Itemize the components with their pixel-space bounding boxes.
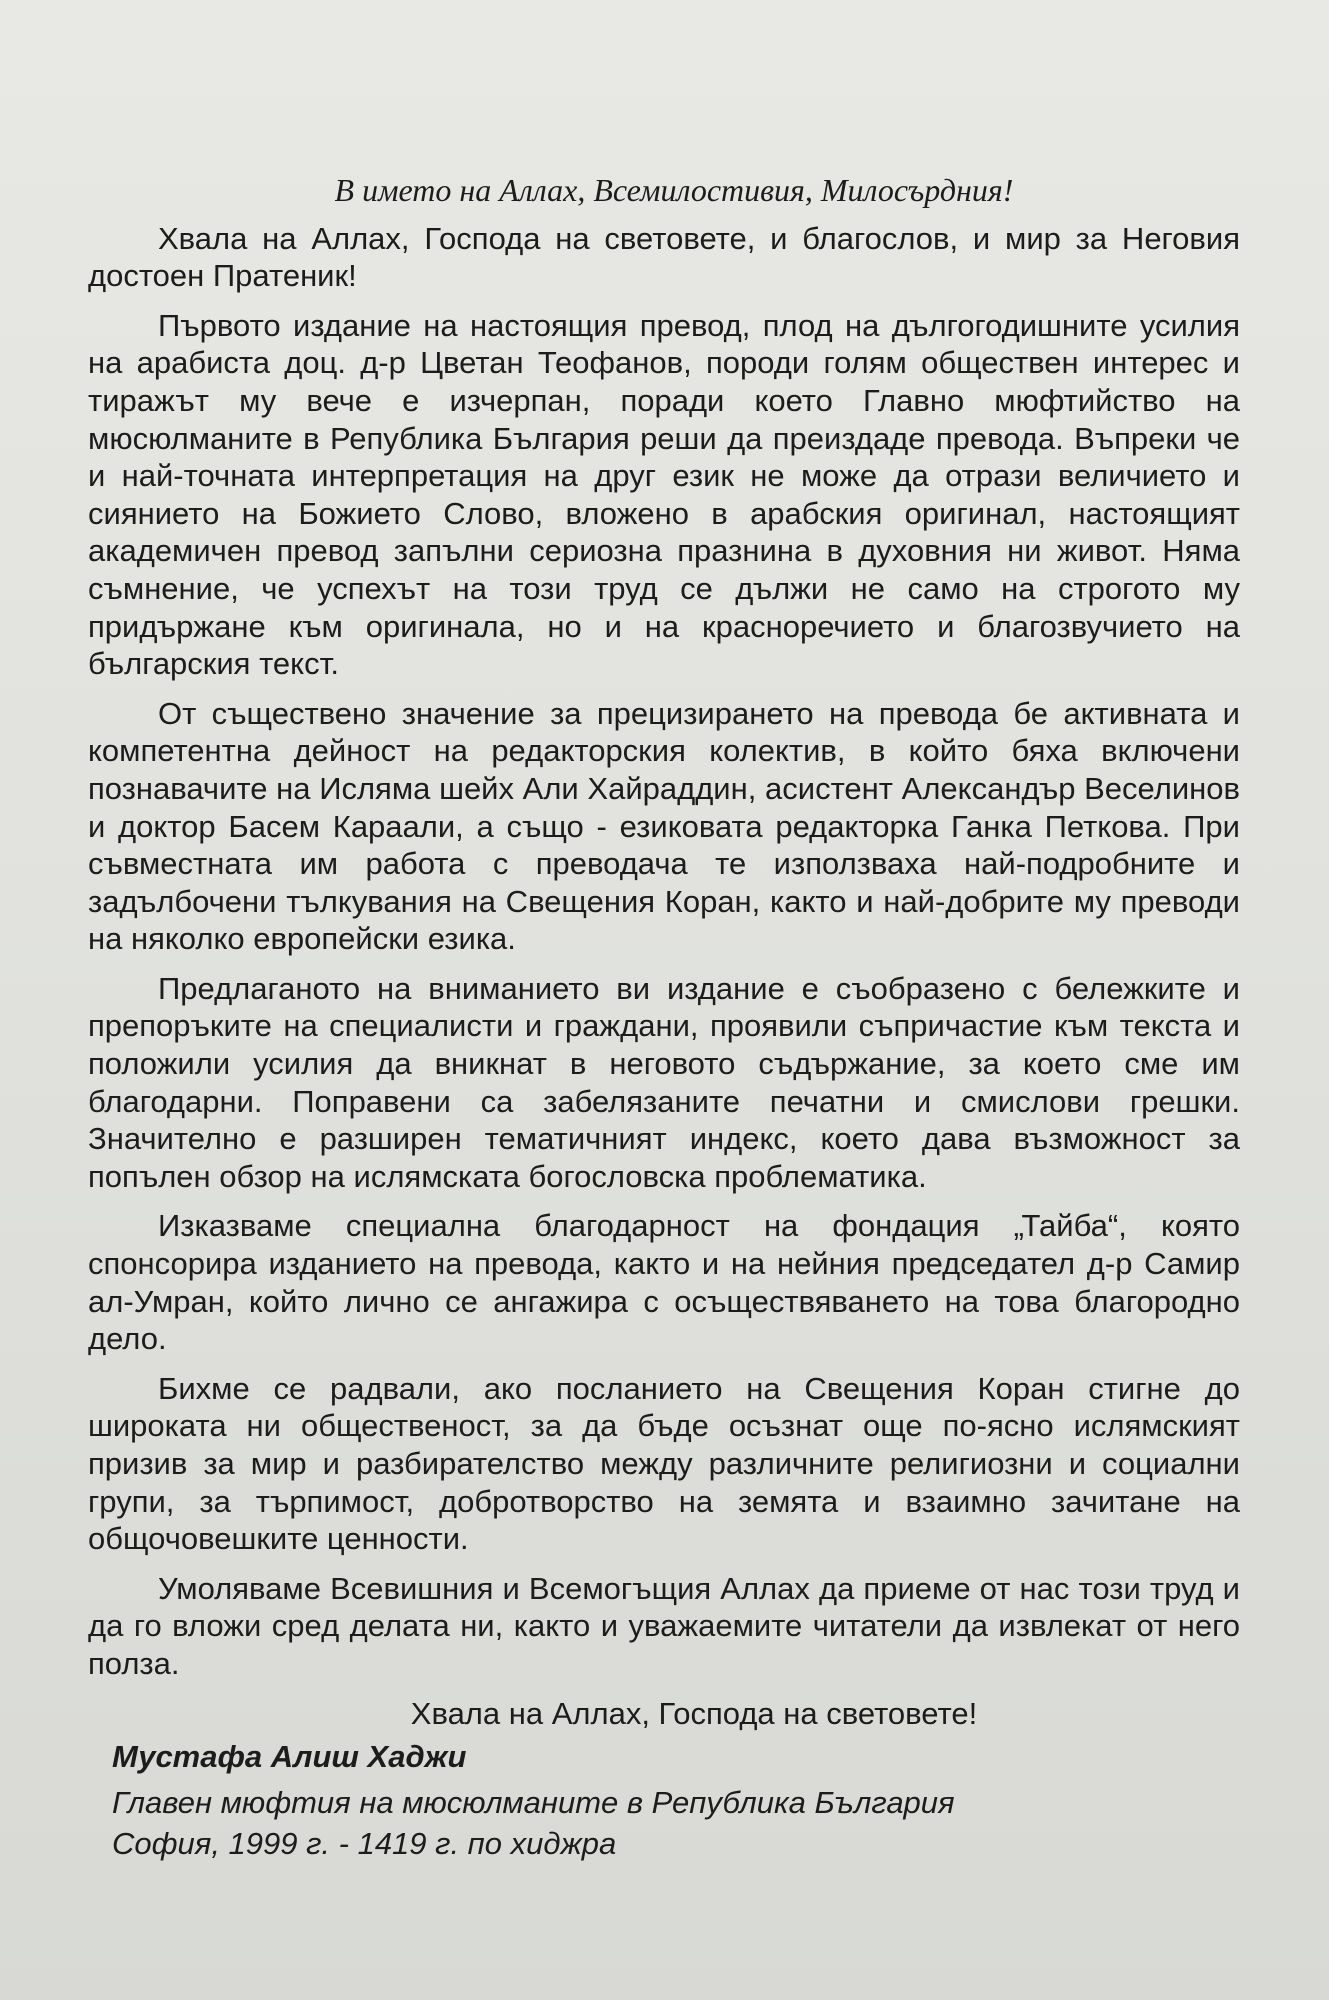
paragraph-message: Бихме се радвали, ако посланието на Свещения Коран стигне до широката ни общественост, за да бъде осъзнат още по-ясно ислямският призив за мир и разбирателство между различните религиозни и социални групи, за търпимост, добротворство на земята и взаимно зачитане на общочовешките ценности. bbox=[88, 1370, 1240, 1557]
paragraph-acknowledgement: Изказваме специална благодарност на фондация „Тайба“, която спонсорира изданието на превода, както и на нейния председател д-р Самир ал-Умран, който лично се ангажира с осъществяването на това благородно дело. bbox=[88, 1208, 1240, 1357]
signature-place-date: София, 1999 г. - 1419 г. по хиджра bbox=[112, 1826, 617, 1862]
preface-text bbox=[88, 172, 1240, 1867]
signature-title: Главен мюфтия на мюсюлманите в Република България bbox=[112, 1784, 955, 1820]
paragraph-prayer: Умоляваме Всевишния и Всемогъщия Аллах да приеме от нас този труд и да го вложи сред делата ни, както и уважаемите читатели да извлекат от него полза. bbox=[88, 1570, 1240, 1681]
paragraph-revisions: Предлаганото на вниманието ви издание е съобразено с бележките и препоръките на специалисти и граждани, проявили съпричастие към текста и положили усилия да вникнат в неговото съдържание, за което сме им благодарни. Поправени са забелязаните печатни и смислови грешки. Значително е разширен тематичният индекс, което дава възможност за попълен обзор на ислямската богословска проблематика. bbox=[88, 970, 1240, 1194]
paragraph-first-edition: Първото издание на настоящия превод, плод на дългогодишните усилия на арабиста доц. д-р Цветан Теофанов, породи голям обществен интерес и тиражът му вече е изчерпан, поради което Главно мюфтийство на мюсюлманите в Република България реши да преиздаде превода. Въпреки че и най-точната интерпретация на друг език не може да отрази величието и сиянието на Божието Слово, вложено в арабския оригинал, настоящият академичен превод запълни сериозна празнина в духовния ни живот. Няма съмнение, че успехът на този труд се дължи не само на строгото му придържане към оригинала, но и на красноречието и благозвучието на българския текст. bbox=[88, 307, 1240, 682]
invocation-heading: В името на Аллах, Всемилостивия, Милосърдния! bbox=[334, 172, 1014, 208]
closing-line: Хвала на Аллах, Господа на световете! bbox=[410, 1695, 978, 1731]
signature-name: Мустафа Алиш Хаджи bbox=[112, 1739, 467, 1775]
paragraph-praise: Хвала на Аллах, Господа на световете, и благослов, и мир за Неговия достоен Пратеник! bbox=[88, 220, 1240, 294]
paragraph-editorial-team: От съществено значение за прецизирането на превода бе активната и компетентна дейност на редакторския колектив, в който бяха включени познавачите на Исляма шейх Али Хайраддин, асистент Александър Веселинов и доктор Басем Караали, а също - езиковата редакторка Ганка Петкова. При съвместната им работа с преводача те използваха най-подробните и задълбочени тълкувания на Свещения Коран, както и най-добрите му преводи на няколко европейски езика. bbox=[88, 695, 1240, 957]
